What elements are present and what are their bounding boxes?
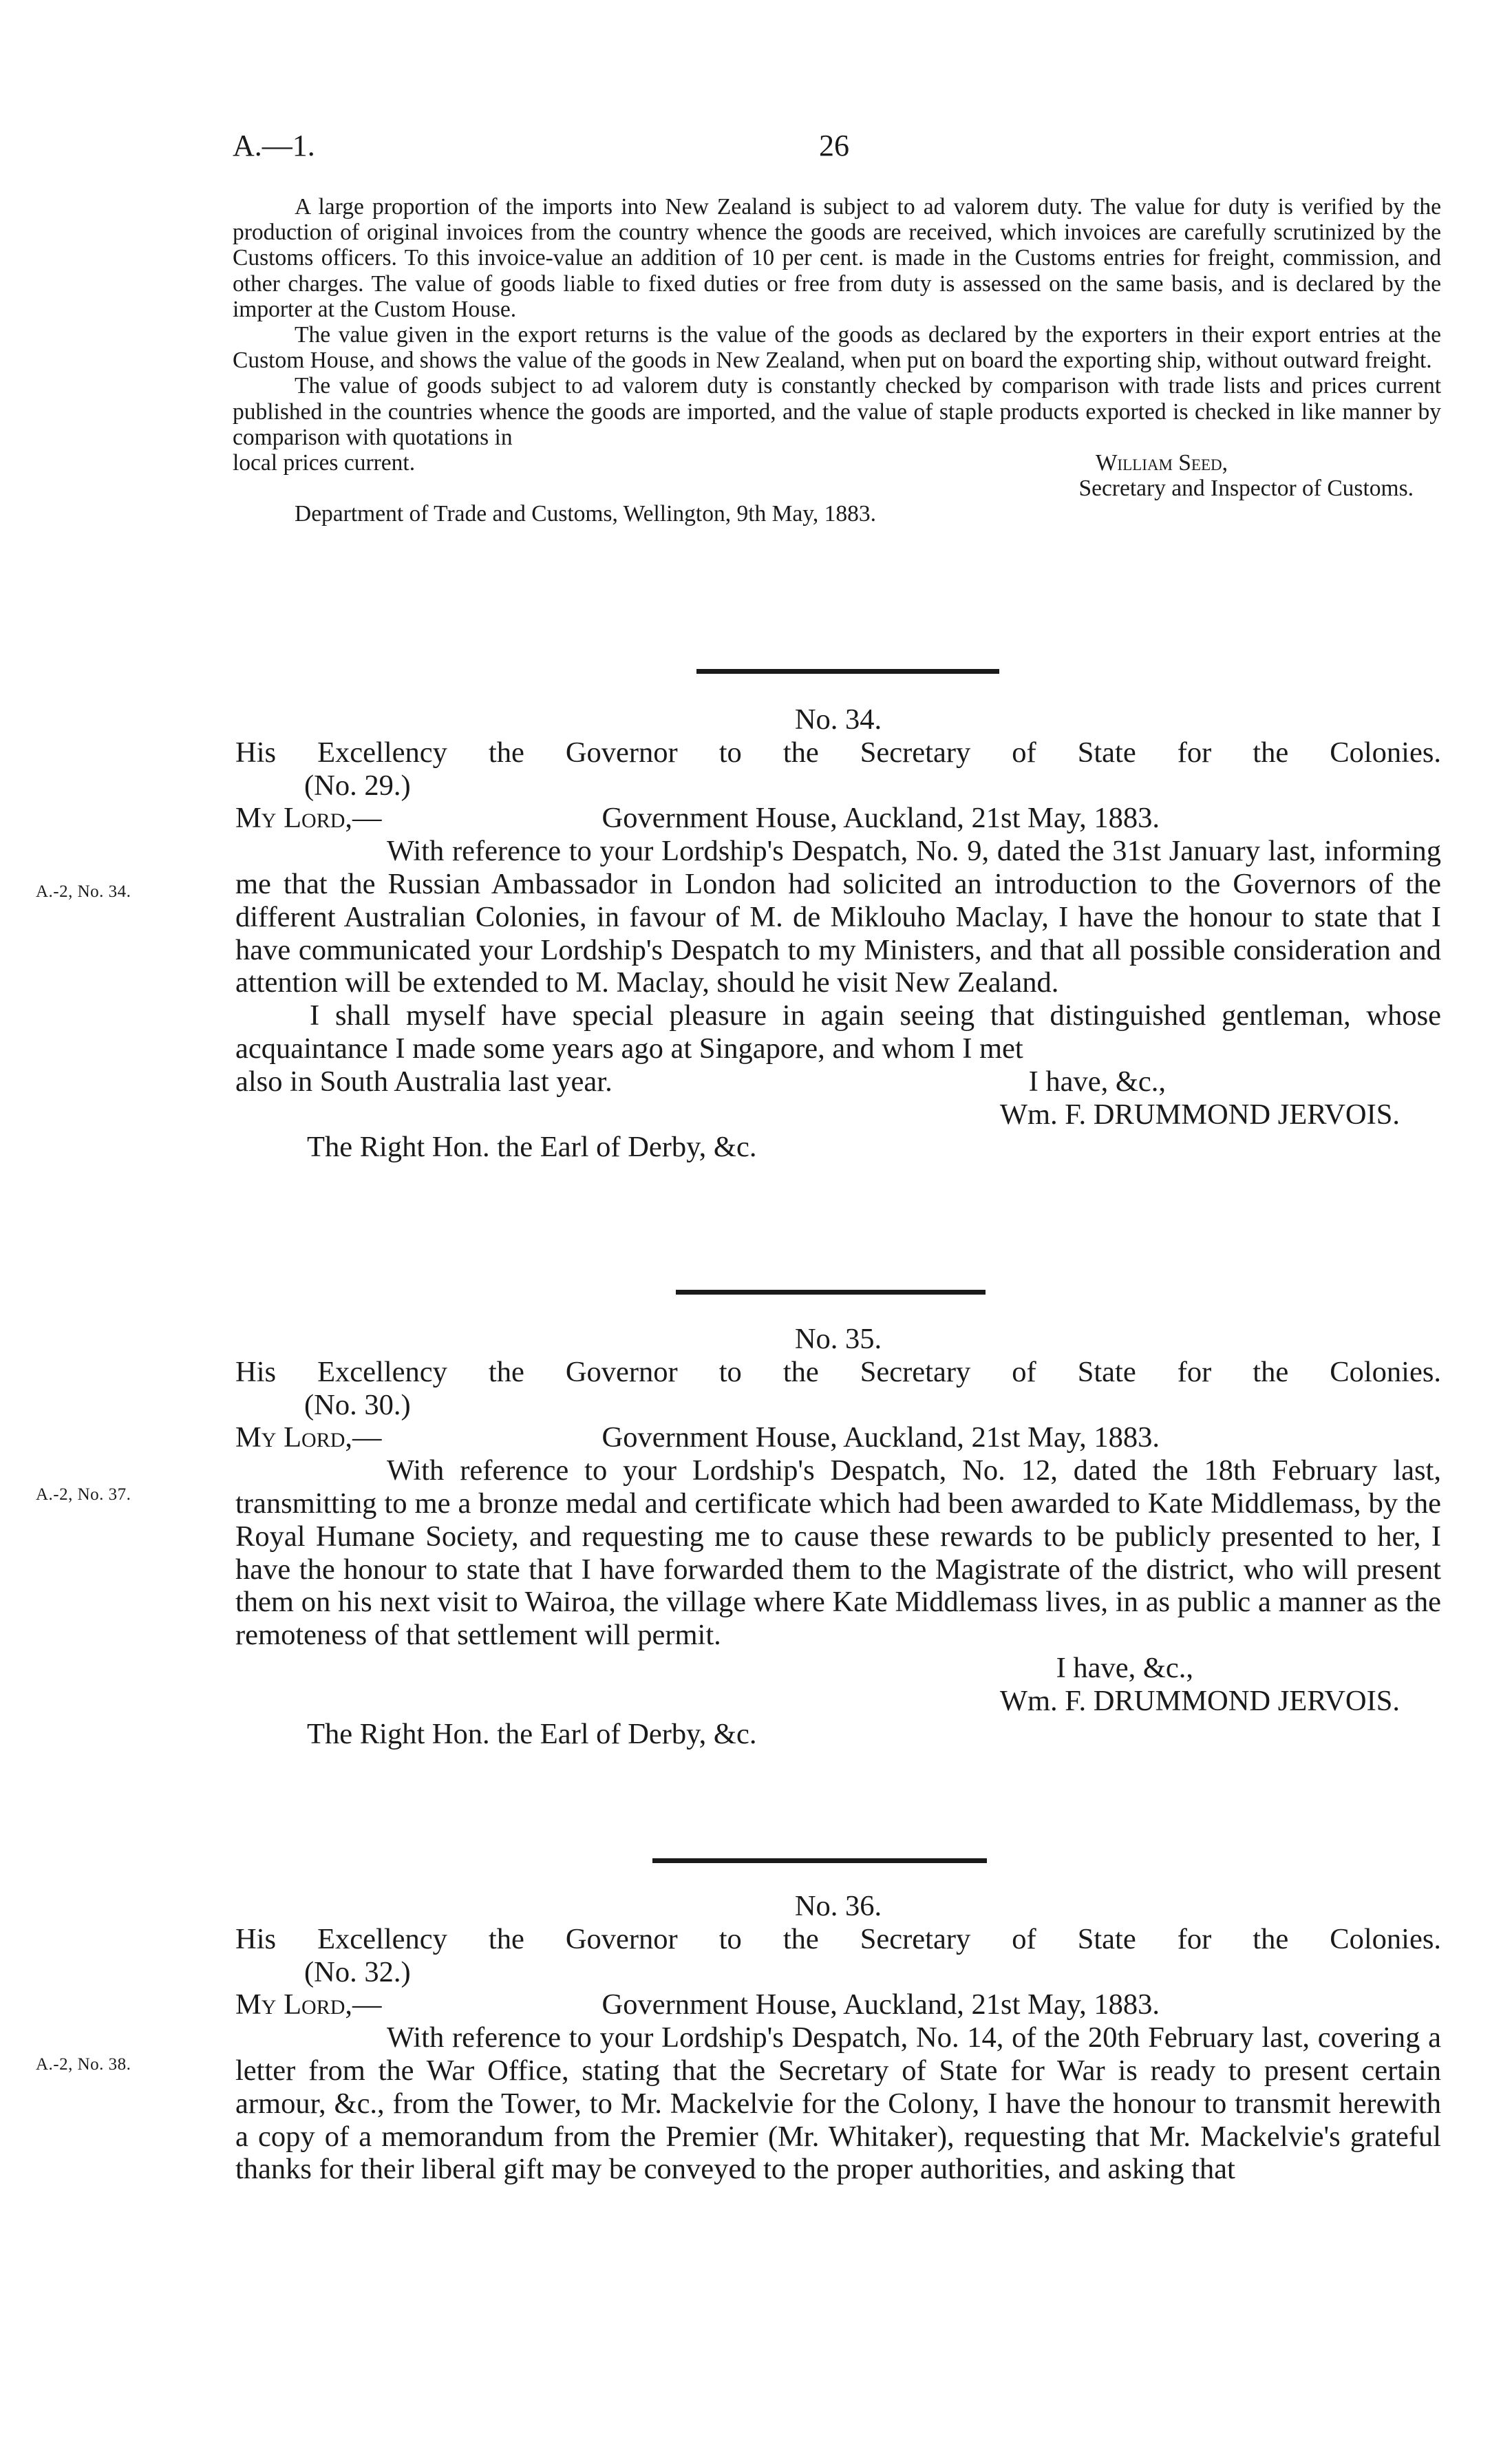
salutation: My Lord,— xyxy=(235,802,382,835)
letter-paragraph: I shall myself have special pleasure in again seeing that distinguished gentleman, whose acquaintance I made some years ago at Singapore, and whom I met xyxy=(235,999,1441,1065)
letter-title: No. 34. xyxy=(794,703,882,736)
page-number: 26 xyxy=(819,129,849,162)
salutation: My Lord,— xyxy=(235,1988,382,2021)
closing: I have, &c., xyxy=(1056,1651,1193,1684)
letter-paragraph-end: also in South Australia last year. xyxy=(235,1065,613,1098)
section-divider xyxy=(676,1290,986,1295)
closing: I have, &c., xyxy=(1028,1065,1166,1098)
letter-no-36 xyxy=(235,1890,1441,2186)
margin-reference: A.-2, No. 37. xyxy=(36,1485,131,1504)
department-line: Department of Trade and Customs, Wellington, 9th May, 1883. xyxy=(295,501,876,527)
section-divider xyxy=(652,1858,987,1863)
letter-paragraph: With reference to your Lordship's Despatch, No. 9, dated the 31st January last, informing me that the Russian Ambassador in London had solicited an introduction to the Governors of the different Australian Colonies, in favour of M. de Miklouho Maclay, I have the honour to state that I have communicated your Lordship's Despatch to my Ministers, and that all possible consideration and attention will be extended to M. Maclay, should he visit New Zealand. xyxy=(235,835,1441,999)
intro-paragraph-3: The value of goods subject to ad valorem duty is constantly checked by comparison with trade lists and prices current published in the countries whence the goods are imported, and the value of staple products exported is checked in like manner by comparison with quotations in xyxy=(233,373,1441,450)
place-date: Government House, Auckland, 21st May, 1883. xyxy=(601,1421,1160,1454)
letter-paragraph: With reference to your Lordship's Despatch, No. 12, dated the 18th February last, transmitting to me a bronze medal and certificate which had been awarded to Kate Middlemass, by the Royal Humane Society, and requesting me to cause these rewards to be publicly presented to her, I have the honour to state that I have forwarded them to the Magistrate of the district, who will present them on his next visit to Wairoa, the village where Kate Middlemass lives, in as public a manner as the remoteness of that settlement will permit. xyxy=(235,1454,1441,1652)
signatory-name: William Seed, xyxy=(1095,450,1228,476)
signature: Wm. F. DRUMMOND JERVOIS. xyxy=(999,1098,1400,1131)
signature: Wm. F. DRUMMOND JERVOIS. xyxy=(999,1684,1400,1717)
addressee: The Right Hon. the Earl of Derby, &c. xyxy=(307,1131,757,1164)
series-label: A.—1. xyxy=(233,129,315,162)
despatch-number: (No. 29.) xyxy=(304,769,411,802)
letter-no-34 xyxy=(235,703,1441,1164)
letter-heading: His Excellency the Governor to the Secretary of State for the Colonies. xyxy=(235,1922,1441,1955)
margin-reference: A.-2, No. 38. xyxy=(36,2055,131,2074)
addressee: The Right Hon. the Earl of Derby, &c. xyxy=(307,1717,757,1750)
closing-line xyxy=(235,1065,1441,1098)
intro-paragraph-3-end: local prices current. xyxy=(233,450,416,476)
letter-heading: His Excellency the Governor to the Secretary of State for the Colonies. xyxy=(235,736,1441,769)
letter-title: No. 35. xyxy=(794,1323,882,1355)
place-date: Government House, Auckland, 21st May, 1883. xyxy=(601,802,1160,835)
intro-signature-line xyxy=(233,450,1441,476)
place-date: Government House, Auckland, 21st May, 1883. xyxy=(601,1988,1160,2021)
letter-heading: His Excellency the Governor to the Secretary of State for the Colonies. xyxy=(235,1355,1441,1388)
margin-reference: A.-2, No. 34. xyxy=(36,882,131,901)
intro-paragraph-2: The value given in the export returns is the value of the goods as declared by the exporters in their export entries at the Custom House, and shows the value of the goods in New Zealand, when put on board the exporting ship, without outward freight. xyxy=(233,322,1441,374)
letter-no-35 xyxy=(235,1323,1441,1750)
despatch-number: (No. 30.) xyxy=(304,1388,411,1421)
salutation-line xyxy=(235,1421,1441,1454)
salutation-line xyxy=(235,1988,1441,2021)
signatory-title: Secretary and Inspector of Customs. xyxy=(1078,476,1414,502)
customs-statement xyxy=(233,194,1441,527)
letter-paragraph: With reference to your Lordship's Despatch, No. 14, of the 20th February last, covering a letter from the War Office, stating that the Secretary of State for War is ready to present certain armour, &c., from the Tower, to Mr. Mackelvie for the Colony, I have the honour to transmit herewith a copy of a memorandum from the Premier (Mr. Whitaker), requesting that Mr. Mackelvie's grateful thanks for their liberal gift may be conveyed to the proper authorities, and asking that xyxy=(235,2021,1441,2186)
section-divider xyxy=(696,669,999,674)
salutation: My Lord,— xyxy=(235,1421,382,1454)
despatch-number: (No. 32.) xyxy=(304,1955,411,1988)
letter-title: No. 36. xyxy=(794,1890,882,1922)
salutation-line xyxy=(235,802,1441,835)
intro-paragraph-1: A large proportion of the imports into New Zealand is subject to ad valorem duty. The value for duty is verified by the production of original invoices from the country whence the goods are received, which invoices are carefully scrutinized by the Customs officers. To this invoice-value an addition of 10 per cent. is made in the Customs entries for freight, commission, and other charges. The value of goods liable to fixed duties or free from duty is assessed on the same basis, and is declared by the importer at the Custom House. xyxy=(233,194,1441,322)
